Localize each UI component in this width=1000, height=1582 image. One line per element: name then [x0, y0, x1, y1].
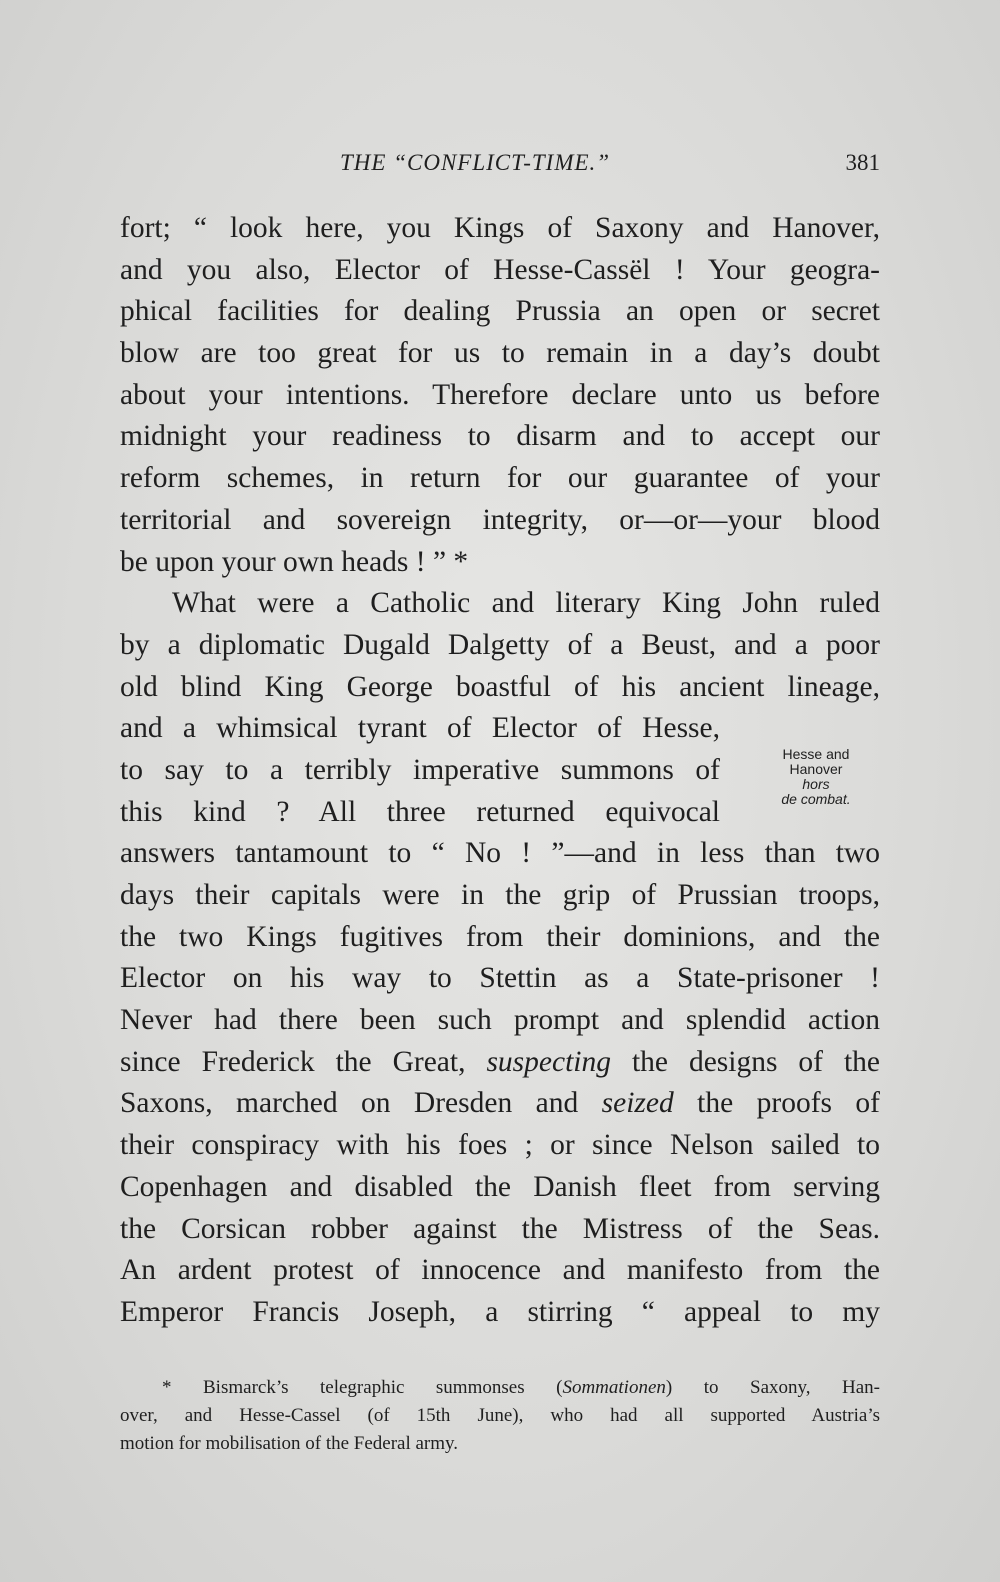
italic-word: de combat. — [781, 791, 851, 807]
text-line: by a diplomatic Dugald Dalgetty of a Beust, and a poor — [120, 628, 880, 661]
text-line: the two Kings fugitives from their dominions, and the — [120, 920, 880, 953]
margin-note-line: Hesse and — [782, 746, 850, 762]
text-line: and you also, Elector of Hesse-Cassël ! Your geogra- — [120, 253, 880, 286]
italic-word: hors — [802, 776, 830, 792]
text-line: Emperor Francis Joseph, a stirring “ appeal to my — [120, 1295, 880, 1328]
text-line: and a whimsical tyrant of Elector of Hesse, — [120, 712, 720, 745]
text-segment: the proofs of — [673, 1087, 880, 1120]
margin-note-line — [752, 792, 880, 807]
italic-word: seized — [601, 1087, 674, 1120]
text-line: answers tantamount to “ No ! ”—and in less than two — [120, 837, 880, 870]
text-line: this kind ? All three returned equivocal — [120, 795, 720, 828]
text-line: days their capitals were in the grip of Prussian troops, — [120, 879, 880, 911]
text-line: about your intentions. Therefore declare unto us before — [120, 378, 880, 411]
text-line: old blind King George boastful of his ancient lineage, — [120, 670, 880, 703]
text-line: An ardent protest of innocence and manifesto from the — [120, 1254, 880, 1287]
text-line — [120, 1042, 880, 1084]
text-line: be upon your own heads ! ” * — [120, 545, 469, 578]
text-line: midnight your readiness to disarm and to accept our — [120, 420, 880, 453]
text-segment: * Bismarck’s telegraphic summonses ( — [162, 1377, 563, 1398]
running-title: THE “CONFLICT-TIME.” — [340, 150, 611, 175]
text-line: their conspiracy with his foes ; or since Nelson sailed to — [120, 1129, 880, 1162]
text-segment: Hanover — [789, 761, 843, 777]
text-line: blow are too great for us to remain in a day’s doubt — [120, 337, 880, 370]
footnote-line — [120, 1374, 880, 1402]
text-line: Never had there been such prompt and splendid action — [120, 1004, 880, 1037]
text-segment: since Frederick the Great, — [120, 1045, 487, 1078]
text-segment: ) to Saxony, Han- — [665, 1377, 880, 1398]
text-line: What were a Catholic and literary King John ruled — [172, 587, 880, 620]
text-segment: Saxons, marched on Dresden and — [120, 1087, 602, 1120]
footnote — [120, 1374, 880, 1458]
text-line: Elector on his way to Stettin as a State-prisoner ! — [120, 962, 880, 995]
page-number: 381 — [845, 150, 880, 175]
footnote-line: motion for mobilisation of the Federal army. — [120, 1433, 459, 1454]
margin-note-line — [752, 762, 880, 792]
text-line: Copenhagen and disabled the Danish fleet from serving — [120, 1170, 880, 1203]
italic-word: suspecting — [486, 1045, 611, 1078]
text-line: the Corsican robber against the Mistress of the Seas. — [120, 1212, 880, 1245]
margin-note — [752, 747, 880, 807]
text-line: fort; “ look here, you Kings of Saxony and Hanover, — [120, 212, 880, 244]
text-line: reform schemes, in return for our guarantee of your — [120, 462, 880, 495]
text-line: to say to a terribly imperative summons of — [120, 753, 720, 786]
text-line — [120, 1083, 880, 1125]
page-header — [118, 150, 880, 190]
text-line: territorial and sovereign integrity, or—or—your blood — [120, 503, 880, 536]
text-segment: the designs of the — [610, 1045, 880, 1078]
footnote-line: over, and Hesse-Cassel (of 15th June), who had all supported Austria’s — [120, 1405, 880, 1426]
italic-word: Sommationen — [562, 1377, 666, 1398]
text-line: phical facilities for dealing Prussia an open or secret — [120, 295, 880, 328]
